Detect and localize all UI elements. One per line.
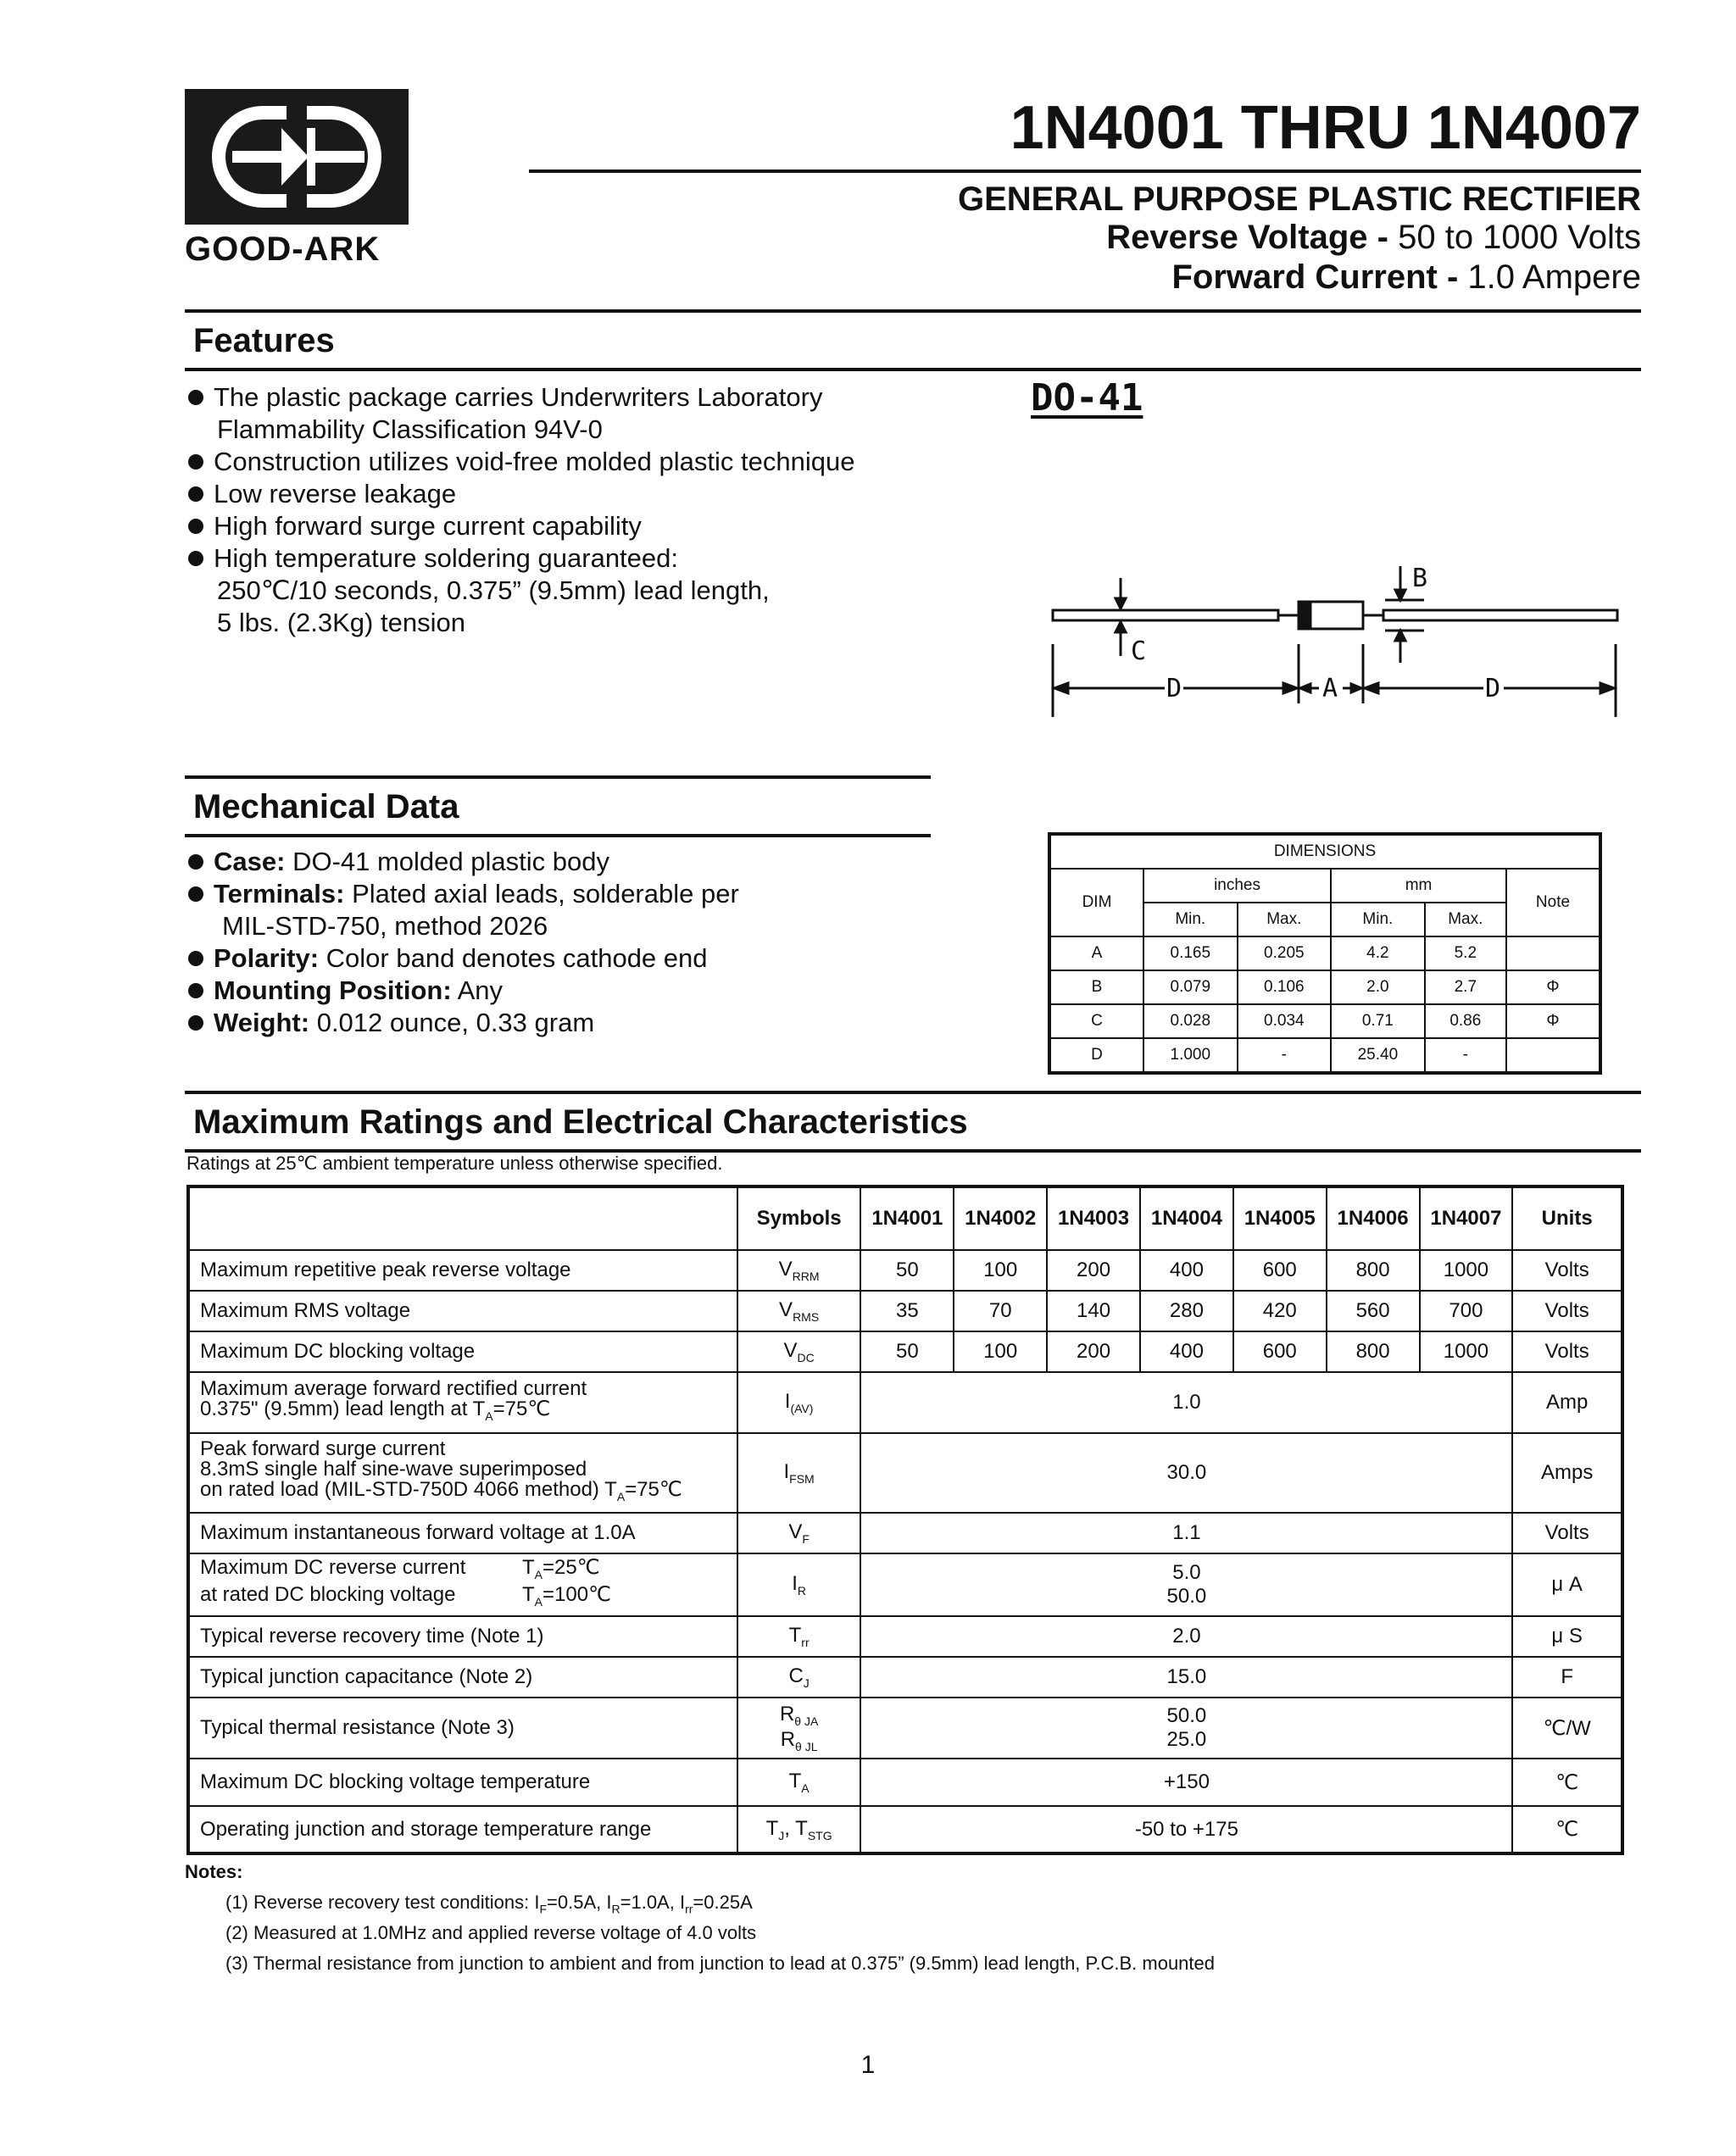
company-name: GOOD-ARK	[185, 231, 381, 268]
table-row: A 0.165 0.205 4.2 5.2	[1049, 936, 1600, 970]
dim-label-d-left: D	[1166, 674, 1182, 703]
forward-current-value: 1.0 Ampere	[1467, 258, 1641, 296]
max-header: Max.	[1425, 903, 1506, 936]
min-header: Min.	[1143, 903, 1238, 936]
diode-logo-icon	[185, 89, 409, 225]
page-title: 1N4001 THRU 1N4007	[1010, 94, 1641, 162]
table-row: Maximum RMS voltage $V_{RMS}$ 35 70 140 280 420 560 700 Volts	[188, 1291, 1622, 1331]
dimensions-title: DIMENSIONS	[1049, 834, 1600, 869]
table-row: Maximum DC blocking voltage $V_{DC}$ 50 100 200 400 600 800 1000 Volts	[188, 1331, 1622, 1372]
reverse-voltage-label: Reverse Voltage -	[1106, 219, 1388, 256]
table-row: Maximum DC blocking voltage temperature $T_A$ +150 ℃	[188, 1759, 1622, 1806]
mechanical-heading: Mechanical Data	[193, 788, 459, 825]
col-1n4007: 1N4007	[1420, 1186, 1513, 1250]
package-name: DO-41	[1031, 376, 1143, 420]
list-item: Terminals: Plated axial leads, solderable per	[188, 878, 739, 910]
bullet-icon	[188, 1015, 203, 1031]
ratings-table	[186, 1185, 1624, 1855]
list-item: 250℃/10 seconds, 0.375” (9.5mm) lead length,	[217, 575, 770, 605]
col-units: Units	[1512, 1186, 1622, 1250]
features-list	[188, 381, 854, 639]
min-header: Min.	[1331, 903, 1425, 936]
bullet-icon	[188, 390, 203, 405]
col-1n4005: 1N4005	[1233, 1186, 1327, 1250]
col-1n4006: 1N4006	[1327, 1186, 1420, 1250]
dim-label-b: B	[1412, 564, 1428, 593]
table-row: C 0.028 0.034 0.71 0.86 Φ	[1049, 1004, 1600, 1038]
dim-header: DIM	[1049, 869, 1143, 936]
company-logo	[185, 89, 409, 225]
table-row: Maximum DC reverse current $T_A=25℃$ at rated DC blocking voltage $T_A=100℃$ $I_R$ 5.0 50.0 μ A	[188, 1553, 1622, 1616]
col-symbols: Symbols	[737, 1186, 861, 1250]
do41-outline-diagram	[1043, 551, 1636, 729]
features-heading: Features	[193, 322, 335, 359]
bullet-icon	[188, 854, 203, 870]
list-item: 5 lbs. (2.3Kg) tension	[217, 608, 465, 637]
mechanical-bottom-rule	[185, 834, 931, 837]
max-header: Max.	[1238, 903, 1332, 936]
dim-label-d-right: D	[1485, 674, 1501, 703]
list-item: Mounting Position: Any	[188, 975, 739, 1007]
col-1n4002: 1N4002	[954, 1186, 1047, 1250]
bullet-icon	[188, 486, 203, 502]
bullet-icon	[188, 454, 203, 470]
col-1n4001: 1N4001	[860, 1186, 954, 1250]
table-row: Maximum average forward rectified current 0.375" (9.5mm) lead length at $T_A=75℃$ $I_{(AV)}$ 1.0 Amp	[188, 1372, 1622, 1433]
bullet-icon	[188, 886, 203, 902]
table-row: Typical reverse recovery time (Note 1) $T_{rr}$ 2.0 μ S	[188, 1616, 1622, 1657]
list-item: Weight: 0.012 ounce, 0.33 gram	[188, 1007, 739, 1039]
list-item: High temperature soldering guaranteed:	[188, 542, 854, 575]
reverse-voltage-value: 50 to 1000 Volts	[1398, 219, 1641, 256]
ratings-note: Ratings at 25℃ ambient temperature unless otherwise specified.	[186, 1153, 723, 1174]
mechanical-top-rule	[185, 775, 931, 779]
list-item: The plastic package carries Underwriters Laboratory	[188, 381, 854, 414]
dim-label-c: C	[1131, 636, 1147, 666]
page-number: 1	[860, 2051, 876, 2079]
col-1n4003: 1N4003	[1047, 1186, 1140, 1250]
bullet-icon	[188, 551, 203, 566]
list-item: Low reverse leakage	[188, 478, 854, 510]
features-top-rule	[185, 309, 1641, 313]
list-item: Case: DO-41 molded plastic body	[188, 846, 739, 878]
ratings-top-rule	[185, 1091, 1641, 1094]
forward-current-label: Forward Current -	[1171, 258, 1459, 296]
inches-header: inches	[1143, 869, 1331, 903]
list-item: Construction utilizes void-free molded plastic technique	[188, 446, 854, 478]
col-1n4004: 1N4004	[1140, 1186, 1233, 1250]
features-bottom-rule	[185, 368, 1641, 371]
bullet-icon	[188, 519, 203, 534]
table-row: B 0.079 0.106 2.0 2.7 Φ	[1049, 970, 1600, 1004]
list-item: Flammability Classification 94V-0	[217, 414, 603, 444]
table-row: Typical thermal resistance (Note 3) $R_{\theta JA}$ $R_{\theta JL}$ 50.0 25.0 ℃/W	[188, 1698, 1622, 1759]
table-row: D 1.000 - 25.40 -	[1049, 1038, 1600, 1073]
ratings-heading: Maximum Ratings and Electrical Characteristics	[193, 1103, 968, 1141]
list-item: Polarity: Color band denotes cathode end	[188, 942, 739, 975]
list-item: High forward surge current capability	[188, 510, 854, 542]
forward-current-line	[1172, 258, 1642, 297]
table-header-row	[188, 1186, 1622, 1250]
note-3: (3) Thermal resistance from junction to ambient and from junction to lead at 0.375” (9.5mm) lead length, P.C.B. mounted	[225, 1953, 1215, 1974]
table-row: Peak forward surge current 8.3mS single half sine-wave superimposed on rated load (MIL-STD-750D 4066 method) $T_A=75℃$ $I_{FSM}$ 30.0 Amps	[188, 1433, 1622, 1513]
table-row: Operating junction and storage temperature range $T_J$, $T_{STG}$ -50 to +175 ℃	[188, 1806, 1622, 1853]
title-divider	[529, 169, 1641, 173]
dimensions-table	[1048, 832, 1602, 1075]
list-item: MIL-STD-750, method 2026	[222, 911, 548, 941]
mm-header: mm	[1331, 869, 1506, 903]
bullet-icon	[188, 951, 203, 966]
reverse-voltage-line	[1106, 219, 1641, 257]
product-subtitle: GENERAL PURPOSE PLASTIC RECTIFIER	[957, 181, 1641, 218]
dim-label-a: A	[1322, 674, 1338, 703]
note-1: (1) Reverse recovery test conditions: $I_F=0.5A$, $I_R=1.0A$, $I_{rr}=0.25A$	[225, 1892, 753, 1916]
note-header: Note	[1506, 869, 1600, 936]
notes-heading: Notes:	[185, 1861, 243, 1882]
note-2: (2) Measured at 1.0MHz and applied reverse voltage of 4.0 volts	[225, 1922, 757, 1943]
table-row: Maximum repetitive peak reverse voltage $V_{RRM}$ 50 100 200 400 600 800 1000 Volts	[188, 1250, 1622, 1291]
table-row: Typical junction capacitance (Note 2) $C_J$ 15.0 F	[188, 1657, 1622, 1698]
table-row: Maximum instantaneous forward voltage at 1.0A $V_F$ 1.1 Volts	[188, 1513, 1622, 1553]
bullet-icon	[188, 983, 203, 998]
mechanical-list	[188, 846, 739, 1039]
